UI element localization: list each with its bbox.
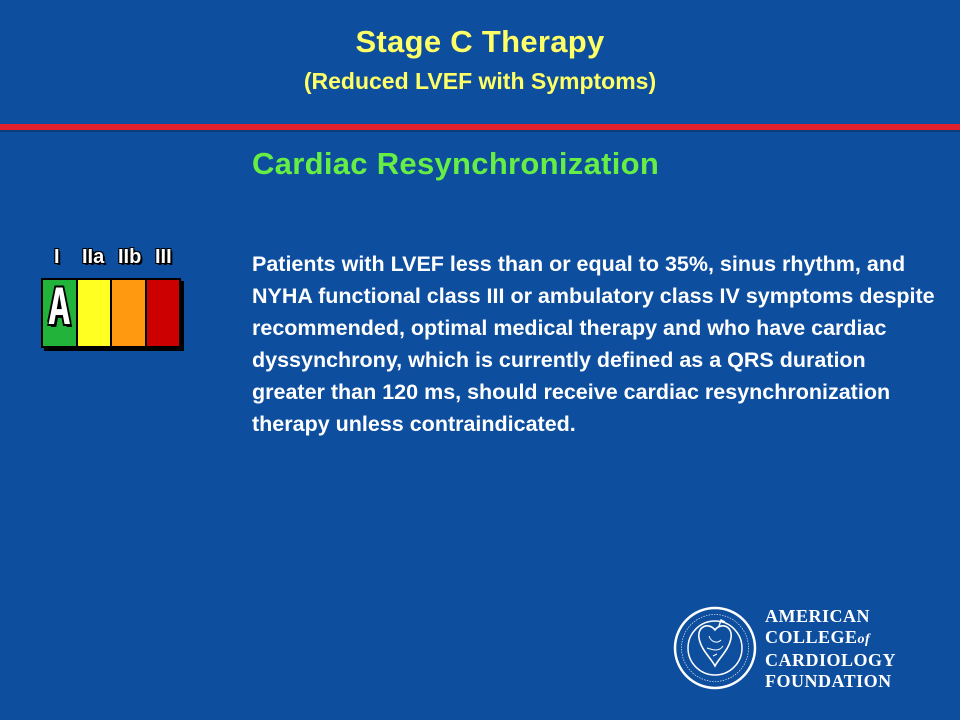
class-label-iia: IIa [82, 246, 105, 268]
class-cell-iii [147, 280, 180, 346]
recommendation-text: Patients with LVEF less than or equal to 35%, sinus rhythm, and NYHA functional class III or ambulatory class IV symptoms despite recommended, optimal medical therapy and who have cardiac dyssynchrony, which is currently defined as a QRS duration greater than 120 ms, should receive cardiac resynchronization therapy unless contraindicated. [252, 252, 935, 436]
recommendation-class-grid [41, 278, 181, 348]
title-divider-shadow [0, 130, 960, 132]
class-label-i: I [54, 246, 60, 268]
class-cell-i [43, 280, 78, 346]
acc-foundation-logo [673, 600, 903, 696]
class-cell-iia [78, 280, 113, 346]
class-labels [40, 246, 184, 272]
logo-word-college: COLLEGE [765, 627, 858, 647]
logo-line-cardiology: CARDIOLOGY [765, 650, 897, 670]
slide-subtitle: (Reduced LVEF with Symptoms) [303, 68, 657, 94]
acc-seal-icon [673, 600, 757, 696]
class-label-iib: IIb [118, 246, 142, 268]
logo-wordmark [765, 606, 896, 692]
level-of-evidence: A [47, 278, 71, 336]
class-label-iii: III [155, 246, 172, 268]
logo-line-foundation: FOUNDATION [765, 671, 892, 691]
section-title: Cardiac Resynchronization [252, 146, 660, 181]
slide-title: Stage C Therapy [355, 24, 605, 59]
logo-line-college [765, 627, 896, 650]
logo-line-american: AMERICAN [765, 606, 870, 626]
logo-word-of: of [857, 632, 871, 647]
class-cell-iib [112, 280, 147, 346]
